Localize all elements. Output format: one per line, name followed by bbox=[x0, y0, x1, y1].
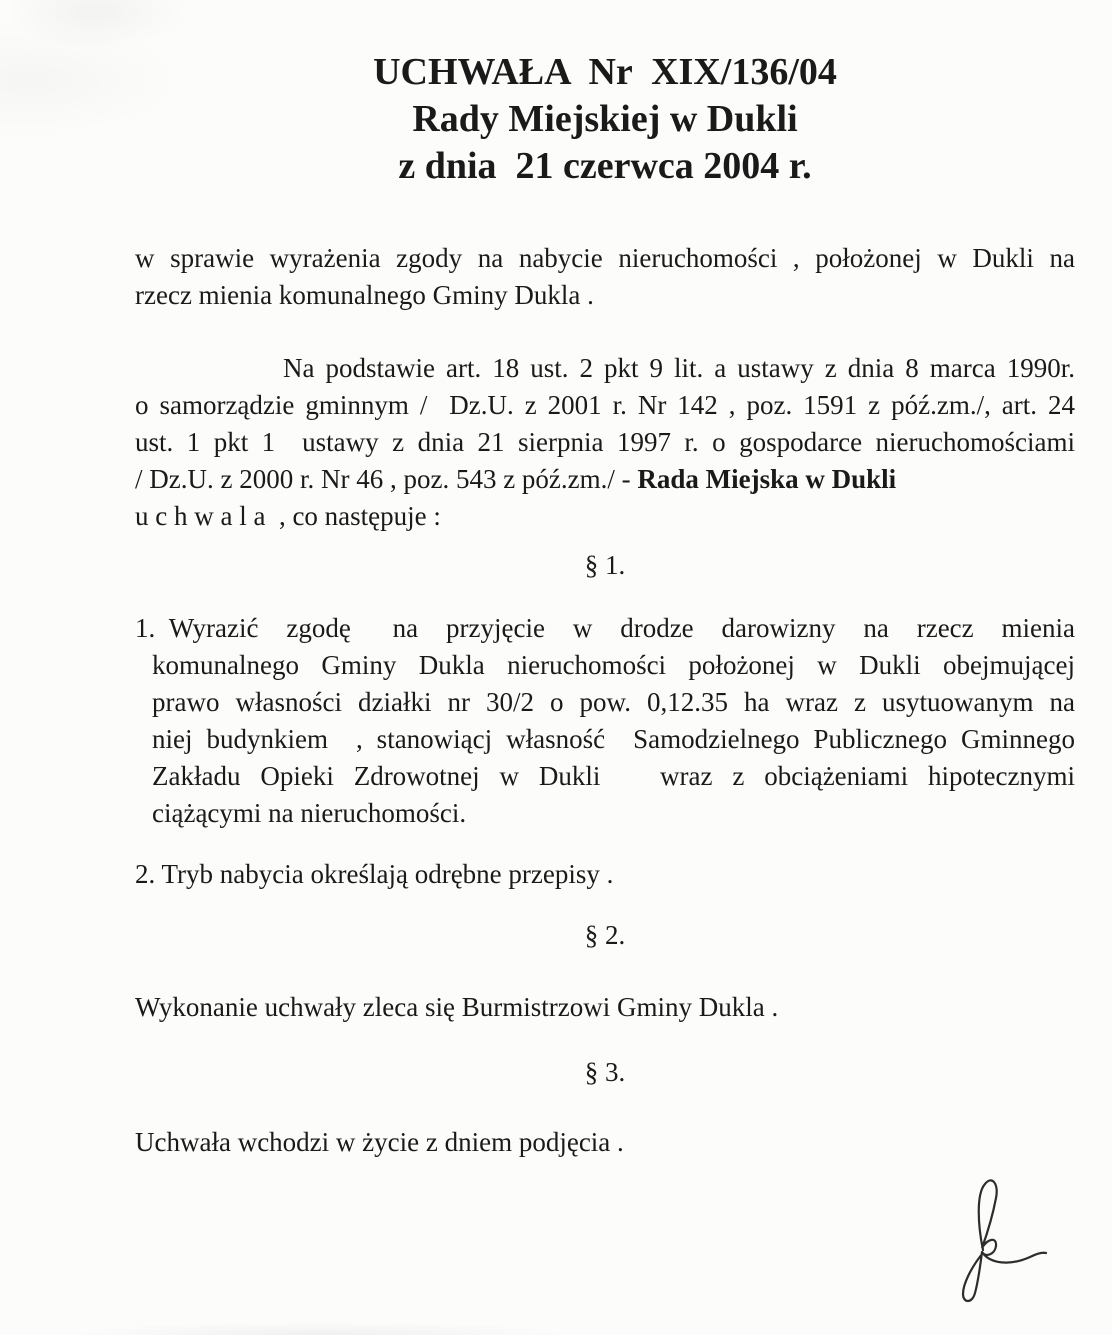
section-3-heading: § 3. bbox=[584, 1057, 626, 1087]
section-2-heading: § 2. bbox=[584, 920, 626, 950]
text-line: niej budynkiem , stanowiącj własność Samodzielnego Publicznego Gminnego bbox=[152, 724, 1075, 754]
title-line-1: UCHWAŁA Nr XIX/136/04 bbox=[373, 51, 837, 93]
document-title bbox=[135, 49, 1075, 190]
section-3-body: Uchwała wchodzi w życie z dniem podjęcia . bbox=[135, 1127, 624, 1157]
section-1-heading: § 1. bbox=[584, 550, 626, 580]
section-1-item-2: 2. Tryb nabycia określają odrębne przepisy . bbox=[135, 859, 614, 889]
signature-squiggle-icon bbox=[952, 1176, 1052, 1308]
text-line: Zakładu Opieki Zdrowotnej w Dukli wraz z obciążeniami hipotecznymi bbox=[152, 761, 1075, 791]
title-line-3: z dnia 21 czerwca 2004 r. bbox=[398, 145, 812, 187]
text-line: Na podstawie art. 18 ust. 2 pkt 9 lit. a ustawy z dnia 8 marca 1990r. bbox=[283, 353, 1075, 383]
text-line: prawo własności działki nr 30/2 o pow. 0,12.35 ha wraz z usytuowanym na bbox=[152, 687, 1075, 717]
legal-basis-paragraph bbox=[135, 350, 1075, 535]
subject-paragraph bbox=[135, 240, 1075, 314]
text-line: rzecz mienia komunalnego Gminy Dukla . bbox=[135, 280, 594, 310]
text-line: ust. 1 pkt 1 ustawy z dnia 21 sierpnia 1997 r. o gospodarce nieruchomościami bbox=[135, 427, 1075, 457]
section-2-body: Wykonanie uchwały zleca się Burmistrzowi Gminy Dukla . bbox=[135, 992, 779, 1022]
text-line: w sprawie wyrażenia zgody na nabycie nieruchomości , położonej w Dukli na bbox=[135, 243, 1075, 273]
text-line: / Dz.U. z 2000 r. Nr 46 , poz. 543 z póź.zm./ - Rada Miejska w Dukli bbox=[135, 464, 897, 494]
text-line: o samorządzie gminnym / Dz.U. z 2001 r. Nr 142 , poz. 1591 z póź.zm./, art. 24 bbox=[135, 390, 1075, 420]
text-line: ciążącymi na nieruchomości. bbox=[152, 798, 467, 828]
section-1-item-1 bbox=[135, 610, 1075, 832]
title-line-2: Rady Miejskiej w Dukli bbox=[412, 98, 798, 140]
text-line: komunalnego Gminy Dukla nieruchomości położonej w Dukli obejmującej bbox=[152, 650, 1075, 680]
text-line: u c h w a l a , co następuje : bbox=[135, 501, 441, 531]
handwritten-signature bbox=[952, 1176, 1052, 1308]
text-line: 1. Wyrazić zgodę na przyjęcie w drodze darowizny na rzecz mienia bbox=[135, 613, 1075, 643]
